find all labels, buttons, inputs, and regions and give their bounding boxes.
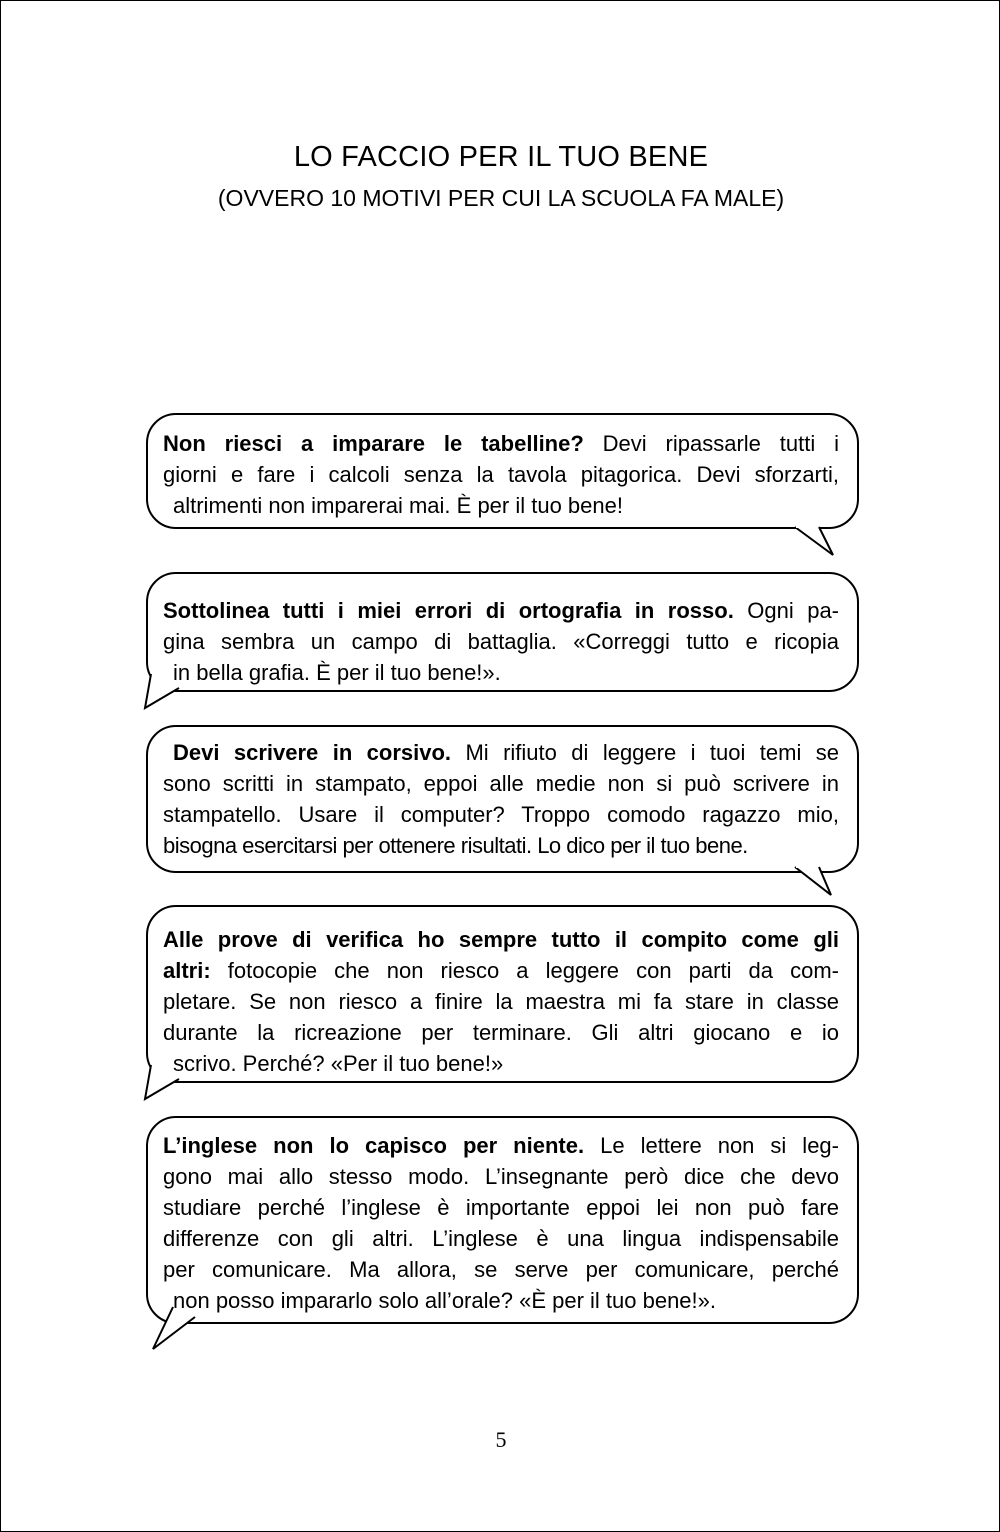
bubble-2-line-1: Sottolinea tutti i miei errori di ortografia in rosso. Ogni pa-	[163, 598, 840, 623]
bubble-1-line-2: giorni e fare i calcoli senza la tavola pitagorica. Devi sforzarti,	[163, 462, 839, 487]
bubble-4-lead-2: altri:	[163, 958, 211, 983]
bubble-4-tail	[141, 1057, 201, 1107]
bubble-5-lead: L’inglese non lo capisco per niente.	[163, 1133, 585, 1158]
bubble-2-lead: Sottolinea tutti i miei errori di ortografia in rosso.	[163, 598, 734, 623]
bubble-3-line-2: sono scritti in stampato, eppoi alle medie non si può scrivere in	[163, 771, 839, 796]
bubble-3-line-3: stampatello. Usare il computer? Troppo comodo ragazzo mio,	[163, 802, 839, 827]
speech-bubble-4	[146, 905, 859, 1083]
bubble-4-line-5: scrivo. Perché? «Per il tuo bene!»	[173, 1051, 504, 1076]
bubble-3-line-1: Devi scrivere in corsivo. Mi rifiuto di leggere i tuoi temi se	[173, 740, 840, 765]
page-number: 5	[495, 1427, 507, 1452]
bubble-5-line-3: studiare perché l’inglese è importante eppoi lei non può fare	[163, 1195, 839, 1220]
speech-bubble-3	[146, 725, 859, 873]
bubble-1-lead: Non riesci a imparare le tabelline?	[163, 431, 584, 456]
bubble-4-line-1	[163, 924, 839, 955]
bubble-3-line-4: bisogna esercitarsi per ottenere risultati. Lo dico per il tuo bene.	[163, 833, 748, 858]
bubble-4-line-3: pletare. Se non riesco a finire la maestra mi fa stare in classe	[163, 989, 839, 1014]
bubble-4-line-2: altri: fotocopie che non riesco a leggere con parti da com-	[163, 958, 839, 983]
bubble-3-lead: Devi scrivere in corsivo.	[173, 740, 452, 765]
speech-bubble-2	[146, 572, 859, 692]
bubble-5-line-1: L’inglese non lo capisco per niente. Le lettere non si leg-	[163, 1133, 839, 1158]
bubble-5-tail	[149, 1297, 209, 1357]
bubble-5-line-2: gono mai allo stesso modo. L’insegnante però dice che devo	[163, 1164, 839, 1189]
chapter-subtitle: (OVVERO 10 MOTIVI PER CUI LA SCUOLA FA MALE)	[217, 185, 785, 211]
bubble-3-tail	[781, 861, 841, 901]
bubble-2-line-3: in bella grafia. È per il tuo bene!».	[173, 660, 501, 685]
bubble-1-tail	[781, 521, 841, 561]
bubble-2-tail	[141, 666, 201, 716]
bubble-1-line-1: Non riesci a imparare le tabelline? Devi ripassarle tutti i	[163, 431, 839, 456]
bubble-5-line-4: differenze con gli altri. L’inglese è una lingua indispensabile	[163, 1226, 839, 1251]
bubble-5-line-6: non posso impararlo solo all’orale? «È per il tuo bene!».	[173, 1288, 716, 1313]
speech-bubble-5	[146, 1116, 859, 1324]
bubble-5-line-5: per comunicare. Ma allora, se serve per comunicare, perché	[163, 1257, 839, 1282]
speech-bubble-1	[146, 413, 859, 529]
bubble-4-lead: Alle prove di verifica ho sempre tutto il compito come gli	[163, 927, 839, 952]
bubble-1-line-3: altrimenti non imparerai mai. È per il tuo bene!	[173, 493, 623, 518]
bubble-2-line-2: gina sembra un campo di battaglia. «Correggi tutto e ricopia	[163, 629, 839, 654]
bubble-4-line-4: durante la ricreazione per terminare. Gli altri giocano e io	[163, 1020, 839, 1045]
chapter-title: LO FACCIO PER IL TUO BENE	[293, 141, 709, 173]
